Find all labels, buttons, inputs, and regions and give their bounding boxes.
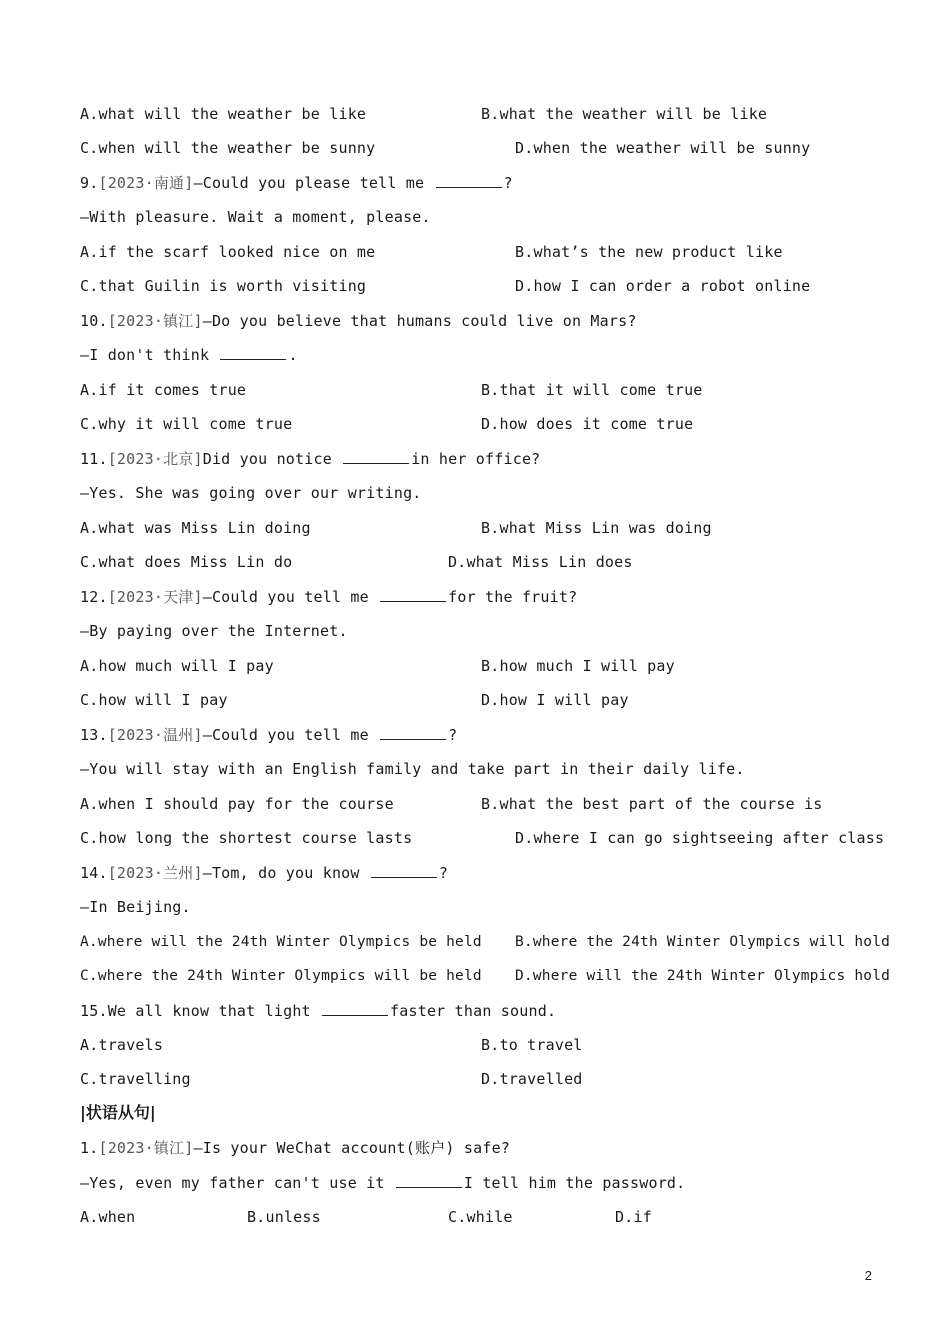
q12-option-c: C.how will I pay (80, 691, 228, 709)
q14-option-b: B.where the 24th Winter Olympics will hold (515, 934, 891, 950)
s2q1-reply: —Yes, even my father can't use it I tell him the password. (80, 1174, 686, 1192)
q10-option-b: B.that it will come true (481, 381, 703, 399)
q12-option-d: D.how I will pay (481, 691, 629, 709)
page-number: 2 (864, 1268, 872, 1283)
s2q1-stem: 1.[2023·镇江]—Is your WeChat account(账户) safe? (80, 1139, 511, 1157)
q12-stem: 12.[2023·天津]—Could you tell me for the fruit? (80, 588, 578, 606)
q15-stem: 15.We all know that light faster than sound. (80, 1002, 557, 1020)
q13-option-c: C.how long the shortest course lasts (80, 829, 413, 847)
answer-blank[interactable] (220, 345, 286, 360)
answer-blank[interactable] (343, 449, 409, 464)
q15-option-b: B.to travel (481, 1036, 583, 1054)
s2q1-option-a: A.when (80, 1208, 136, 1226)
answer-blank[interactable] (396, 1173, 462, 1188)
q12-reply: —By paying over the Internet. (80, 622, 348, 640)
q13-option-d: D.where I can go sightseeing after class (515, 829, 885, 847)
q14-reply: —In Beijing. (80, 898, 191, 916)
q11-option-b: B.what Miss Lin was doing (481, 519, 712, 537)
q8-option-d: D.when the weather will be sunny (515, 139, 811, 157)
q8-option-b: B.what the weather will be like (481, 105, 768, 123)
q14-option-c: C.where the 24th Winter Olympics will be held (80, 968, 482, 984)
q13-reply: —You will stay with an English family and take part in their daily life. (80, 760, 745, 778)
q14-stem: 14.[2023·兰州]—Tom, do you know ? (80, 864, 449, 882)
s2q1-option-c: C.while (448, 1208, 513, 1226)
q11-option-c: C.what does Miss Lin do (80, 553, 293, 571)
q9-stem: 9.[2023·南通]—Could you please tell me ? (80, 174, 513, 192)
q14-option-a: A.where will the 24th Winter Olympics be held (80, 934, 482, 950)
answer-blank[interactable] (436, 173, 502, 188)
q9-option-a: A.if the scarf looked nice on me (80, 243, 376, 261)
q13-option-a: A.when I should pay for the course (80, 795, 394, 813)
q8-option-a: A.what will the weather be like (80, 105, 367, 123)
q15-option-d: D.travelled (481, 1070, 583, 1088)
q9-option-d: D.how I can order a robot online (515, 277, 811, 295)
q15-option-a: A.travels (80, 1036, 164, 1054)
answer-blank[interactable] (371, 863, 437, 878)
q8-option-c: C.when will the weather be sunny (80, 139, 376, 157)
q14-option-d: D.where will the 24th Winter Olympics hold (515, 968, 891, 984)
q11-option-a: A.what was Miss Lin doing (80, 519, 311, 537)
s2q1-option-b: B.unless (247, 1208, 321, 1226)
q10-option-a: A.if it comes true (80, 381, 247, 399)
q12-option-a: A.how much will I pay (80, 657, 274, 675)
q11-stem: 11.[2023·北京]Did you notice in her office? (80, 450, 541, 468)
q13-option-b: B.what the best part of the course is (481, 795, 823, 813)
q10-stem: 10.[2023·镇江]—Do you believe that humans could live on Mars? (80, 312, 637, 330)
answer-blank[interactable] (380, 725, 446, 740)
q10-option-c: C.why it will come true (80, 415, 293, 433)
q15-option-c: C.travelling (80, 1070, 191, 1088)
q10-option-d: D.how does it come true (481, 415, 694, 433)
q9-option-b: B.what’s the new product like (515, 243, 783, 261)
section-heading-adverbial-clauses: |状语从句| (80, 1103, 156, 1122)
q11-reply: —Yes. She was going over our writing. (80, 484, 422, 502)
q10-reply: —I don't think . (80, 346, 298, 364)
answer-blank[interactable] (380, 587, 446, 602)
q12-option-b: B.how much I will pay (481, 657, 675, 675)
q9-reply: —With pleasure. Wait a moment, please. (80, 208, 431, 226)
q13-stem: 13.[2023·温州]—Could you tell me ? (80, 726, 458, 744)
q9-option-c: C.that Guilin is worth visiting (80, 277, 367, 295)
q11-option-d: D.what Miss Lin does (448, 553, 633, 571)
answer-blank[interactable] (322, 1001, 388, 1016)
s2q1-option-d: D.if (615, 1208, 652, 1226)
